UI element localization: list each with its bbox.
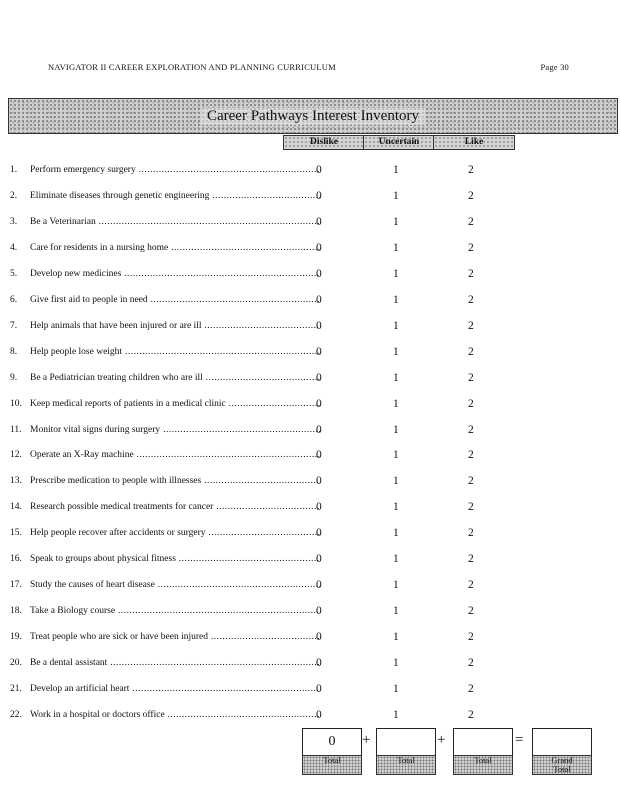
rating-uncertain-option[interactable]: 1 [393, 397, 399, 410]
like-total-label: Total [453, 755, 513, 775]
rating-uncertain-option[interactable]: 1 [393, 501, 399, 514]
item-statement: Care for residents in a nursing home ..... [30, 239, 320, 257]
like-total-box[interactable] [453, 728, 513, 756]
equals-sign: = [515, 732, 524, 748]
item-number: 6. [10, 294, 18, 305]
uncertain-total-box[interactable] [376, 728, 436, 756]
rating-dislike-option[interactable]: 0 [316, 605, 322, 618]
item-number: 5. [10, 268, 18, 279]
rating-dislike-option[interactable]: 0 [316, 371, 322, 384]
rating-dislike-option[interactable]: 0 [316, 708, 322, 721]
item-statement: Study the causes of heart disease ..... [30, 576, 320, 594]
column-header-uncertain: Uncertain [363, 135, 435, 150]
rating-like-option[interactable]: 2 [468, 293, 474, 306]
item-statement: Take a Biology course ..... [30, 602, 320, 620]
rating-like-option[interactable]: 2 [468, 553, 474, 566]
rating-uncertain-option[interactable]: 1 [393, 683, 399, 695]
item-number: 1. [10, 165, 18, 175]
item-number: 3. [10, 216, 18, 227]
item-number: 18. [10, 606, 22, 617]
item-number: 13. [10, 476, 22, 487]
rating-dislike-option[interactable]: 0 [316, 579, 322, 592]
totals-section [0, 728, 621, 800]
item-number: 4. [10, 242, 18, 253]
rating-like-option[interactable]: 2 [468, 267, 474, 280]
plus-sign: + [362, 732, 371, 748]
rating-dislike-option[interactable]: 0 [316, 657, 322, 670]
item-statement: Be a Pediatrician treating children who are ill ..... [30, 369, 320, 387]
item-statement: Keep medical reports of patients in a medical clinic ..... [30, 395, 320, 413]
rating-like-option[interactable]: 2 [468, 605, 474, 618]
item-number: 19. [10, 632, 22, 643]
rating-like-option[interactable]: 2 [468, 579, 474, 592]
item-number: 17. [10, 580, 22, 591]
rating-uncertain-option[interactable]: 1 [393, 631, 399, 644]
item-number: 21. [10, 684, 22, 694]
dislike-total-box[interactable]: 0 [302, 728, 362, 756]
rating-like-option[interactable]: 2 [468, 397, 474, 410]
column-header-like: Like [433, 135, 515, 150]
rating-like-option[interactable]: 2 [468, 215, 474, 228]
rating-uncertain-option[interactable]: 1 [393, 527, 399, 540]
rating-like-option[interactable]: 2 [468, 319, 474, 332]
uncertain-total-label: Total [376, 755, 436, 775]
column-header-dislike: Dislike [283, 135, 365, 150]
rating-dislike-option[interactable]: 0 [316, 527, 322, 540]
rating-uncertain-option[interactable]: 1 [393, 267, 399, 280]
item-statement: Operate an X-Ray machine ..... [30, 446, 320, 464]
rating-uncertain-option[interactable]: 1 [393, 553, 399, 566]
rating-like-option[interactable]: 2 [468, 371, 474, 384]
rating-dislike-option[interactable]: 0 [316, 345, 322, 358]
rating-uncertain-option[interactable]: 1 [393, 319, 399, 332]
item-number: 11. [10, 424, 22, 435]
item-number: 2. [10, 190, 18, 201]
item-statement: Give first aid to people in need ..... [30, 291, 320, 309]
rating-uncertain-option[interactable]: 1 [393, 657, 399, 670]
inventory-banner [8, 98, 618, 134]
rating-like-option[interactable]: 2 [468, 475, 474, 488]
rating-like-option[interactable]: 2 [468, 449, 474, 462]
rating-uncertain-option[interactable]: 1 [393, 449, 399, 462]
item-number: 9. [10, 372, 18, 383]
rating-like-option[interactable]: 2 [468, 345, 474, 358]
item-number: 8. [10, 346, 18, 357]
rating-like-option[interactable]: 2 [468, 683, 474, 695]
item-statement: Develop new medicines ..... [30, 265, 320, 283]
rating-dislike-option[interactable]: 0 [316, 215, 322, 228]
item-number: 16. [10, 554, 22, 565]
grand-total-box[interactable] [532, 728, 592, 756]
item-statement: Help animals that have been injured or are ill ..... [30, 317, 320, 335]
curriculum-title: NAVIGATOR II CAREER EXPLORATION AND PLANNING CURRICULUM [48, 62, 336, 72]
item-statement: Develop an artificial heart ..... [30, 680, 320, 698]
item-number: 10. [10, 398, 22, 409]
rating-dislike-option[interactable]: 0 [316, 397, 322, 410]
rating-dislike-option[interactable]: 0 [316, 267, 322, 280]
grand-label-line-2: Total [553, 764, 571, 774]
rating-dislike-option[interactable]: 0 [316, 293, 322, 306]
rating-like-option[interactable]: 2 [468, 708, 474, 721]
rating-uncertain-option[interactable]: 1 [393, 215, 399, 228]
rating-dislike-option[interactable]: 0 [316, 631, 322, 644]
item-statement: Be a Veterinarian ..... [30, 213, 320, 231]
page-header [48, 62, 569, 72]
item-statement: Research possible medical treatments for cancer ..... [30, 498, 320, 516]
page-number: Page 30 [540, 62, 569, 72]
rating-like-option[interactable]: 2 [468, 631, 474, 644]
item-number: 15. [10, 528, 22, 539]
dislike-total-label: Total [302, 755, 362, 775]
rating-like-option[interactable]: 2 [468, 241, 474, 254]
rating-dislike-option[interactable]: 0 [316, 553, 322, 566]
grand-total-label [532, 755, 592, 775]
plus-sign: + [437, 732, 446, 748]
item-number: 7. [10, 320, 18, 331]
item-statement: Speak to groups about physical fitness ..... [30, 550, 320, 568]
rating-dislike-option[interactable]: 0 [316, 501, 322, 514]
rating-uncertain-option[interactable]: 1 [393, 579, 399, 592]
rating-dislike-option[interactable]: 0 [316, 475, 322, 488]
item-statement: Monitor vital signs during surgery ..... [30, 421, 320, 439]
rating-dislike-option[interactable]: 0 [316, 423, 322, 436]
item-number: 14. [10, 502, 22, 513]
item-number: 12. [10, 450, 22, 461]
item-statement: Help people recover after accidents or surgery ..... [30, 524, 320, 542]
rating-dislike-option[interactable]: 0 [316, 189, 322, 202]
rating-like-option[interactable]: 2 [468, 423, 474, 436]
rating-like-option[interactable]: 2 [468, 189, 474, 202]
rating-like-option[interactable]: 2 [468, 527, 474, 540]
rating-uncertain-option[interactable]: 1 [393, 708, 399, 721]
rating-uncertain-option[interactable]: 1 [393, 189, 399, 202]
item-statement: Eliminate diseases through genetic engineering ..... [30, 187, 320, 205]
rating-dislike-option[interactable]: 0 [316, 449, 322, 462]
rating-dislike-option[interactable]: 0 [316, 164, 322, 176]
rating-uncertain-option[interactable]: 1 [393, 371, 399, 384]
item-number: 20. [10, 658, 22, 669]
rating-like-option[interactable]: 2 [468, 164, 474, 176]
item-statement: Prescribe medication to people with illnesses ..... [30, 472, 320, 490]
item-statement: Be a dental assistant ..... [30, 654, 320, 672]
item-statement: Perform emergency surgery ..... [30, 161, 320, 179]
inventory-title: Career Pathways Interest Inventory [201, 108, 425, 125]
rating-dislike-option[interactable]: 0 [316, 241, 322, 254]
rating-dislike-option[interactable]: 0 [316, 319, 322, 332]
rating-uncertain-option[interactable]: 1 [393, 241, 399, 254]
rating-uncertain-option[interactable]: 1 [393, 475, 399, 488]
rating-uncertain-option[interactable]: 1 [393, 164, 399, 176]
rating-uncertain-option[interactable]: 1 [393, 423, 399, 436]
rating-like-option[interactable]: 2 [468, 657, 474, 670]
item-number: 22. [10, 709, 22, 720]
rating-uncertain-option[interactable]: 1 [393, 605, 399, 618]
rating-like-option[interactable]: 2 [468, 501, 474, 514]
rating-uncertain-option[interactable]: 1 [393, 345, 399, 358]
rating-dislike-option[interactable]: 0 [316, 683, 322, 695]
item-statement: Work in a hospital or doctors office ..... [30, 706, 320, 724]
rating-uncertain-option[interactable]: 1 [393, 293, 399, 306]
item-statement: Help people lose weight ..... [30, 343, 320, 361]
grand-label-line-1: Grand [551, 755, 573, 765]
item-statement: Treat people who are sick or have been injured ..... [30, 628, 320, 646]
